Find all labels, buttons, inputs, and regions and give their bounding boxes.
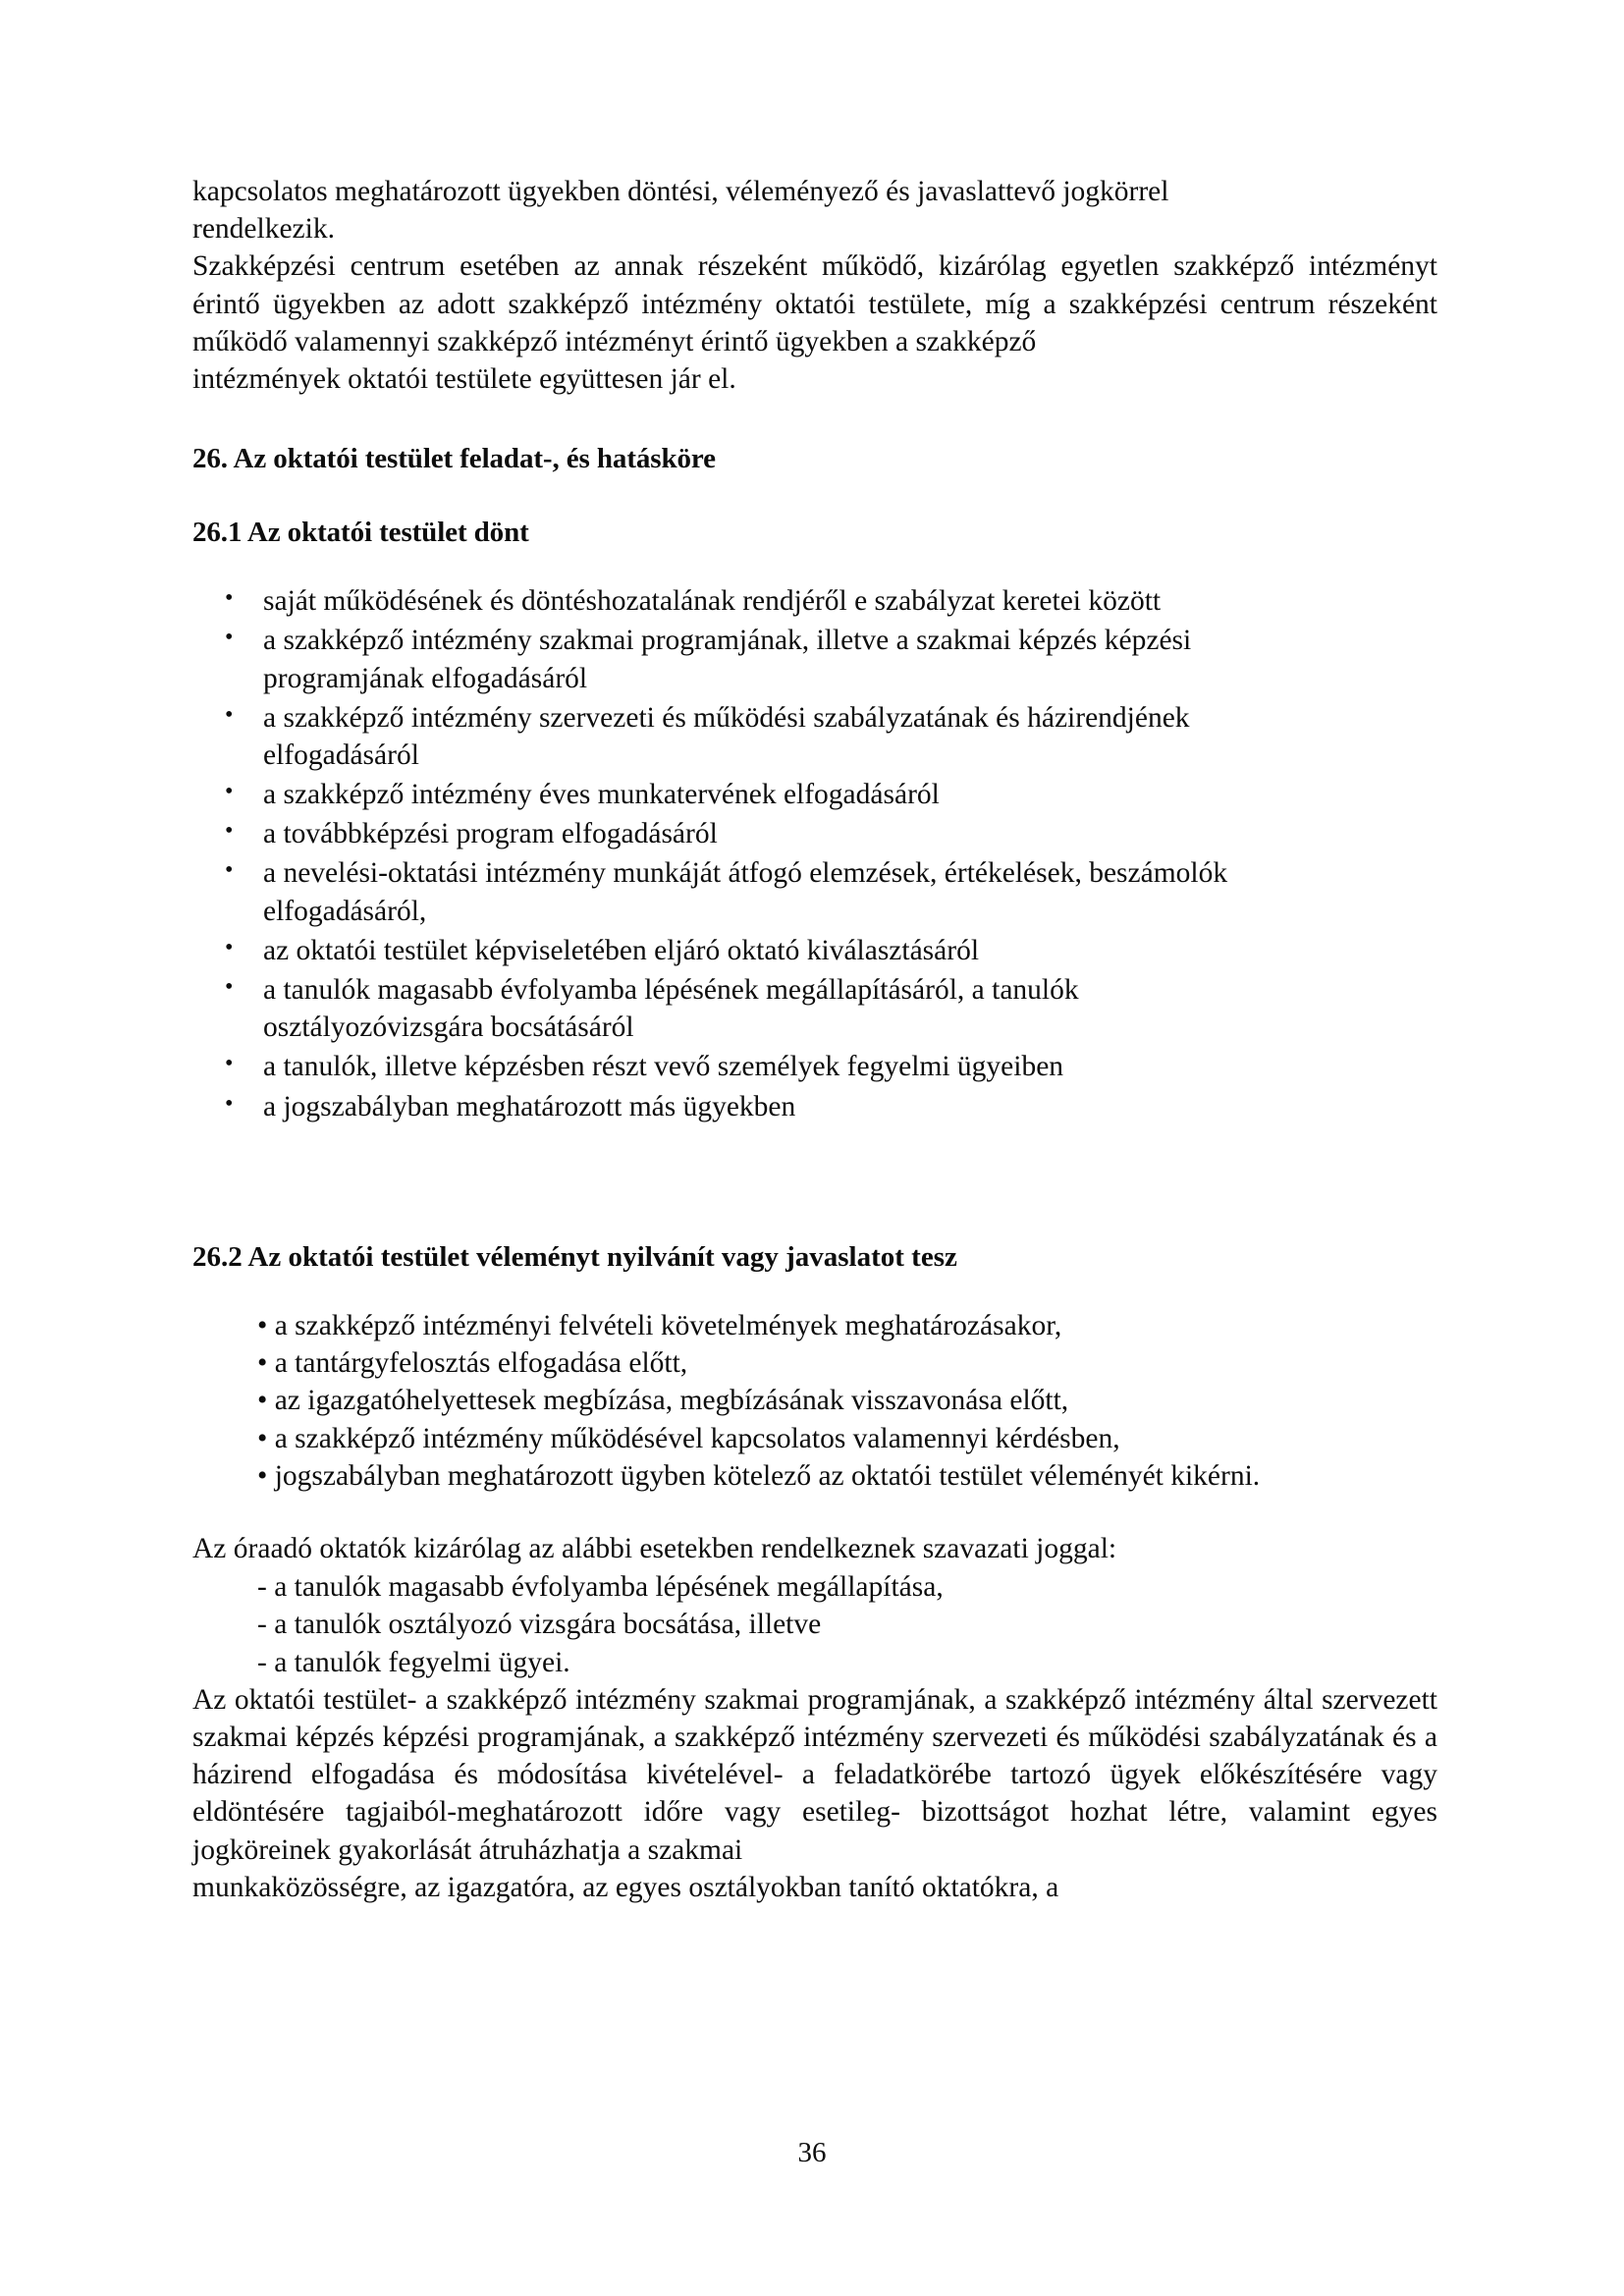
decision-list — [192, 582, 1437, 1125]
list-item — [192, 582, 1437, 620]
page-number: 36 — [797, 2137, 827, 2168]
list-item-text: a továbbképzési program elfogadásáról — [263, 818, 718, 850]
list-item-text: a jogszabályban meghatározott más ügyekben — [263, 1090, 796, 1122]
heading-section-26: 26. Az oktatói testület feladat-, és hatásköre — [192, 443, 716, 475]
intro-paragraph-2-lastline: intézmények oktatói testülete együttesen jár el. — [192, 362, 736, 395]
opinion-list-item: • jogszabályban meghatározott ügyben kötelező az oktatói testület véleményét kikérni. — [257, 1460, 1261, 1493]
list-item-continuation: elfogadásáról, — [263, 895, 427, 927]
closing-paragraph — [192, 1681, 1437, 1906]
list-item-text: az oktatói testület képviseletében eljáró oktató kiválasztásáról — [263, 934, 980, 966]
list-item — [192, 699, 1437, 774]
voting-rights-list — [192, 1568, 1437, 1681]
opinion-list-item: • a szakképző intézmény működésével kapcsolatos valamennyi kérdésben, — [257, 1422, 1120, 1454]
intro-paragraph-1-line-1: kapcsolatos meghatározott ügyekben döntési, véleményező és javaslattevő jogkörrel — [192, 176, 1169, 207]
closing-paragraph-lastline: munkaközösségre, az igazgatóra, az egyes osztályokban tanító oktatókra, a — [192, 1871, 1059, 1903]
list-item — [192, 854, 1437, 929]
closing-paragraph-body: Az oktatói testület- a szakképző intézmény szakmai programjának, a szakképző intézmény által szervezett szakmai képzés képzési programjának, a szakképző intézmény szervezeti és működési szabályzatának és a házirend elfogadása és módosítása kivételével- a feladatkörébe tartozó ügyek előkészítésére vagy eldöntésére tagjaiból-meghatározott időre vagy esetileg- bizottságot hozhat létre, valamint egyes jogköreinek gyakorlását átruházhatja a szakmai — [192, 1683, 1437, 1866]
list-item — [192, 971, 1437, 1046]
intro-paragraph-1 — [192, 173, 1437, 247]
opinion-list-item: • a szakképző intézményi felvételi követelmények meghatározásakor, — [257, 1309, 1062, 1341]
list-item-text: a tanulók magasabb évfolyamba lépésének megállapításáról, a tanulók — [263, 974, 1079, 1006]
voting-list-item: - a tanulók fegyelmi ügyei. — [257, 1646, 570, 1678]
opinion-list — [192, 1307, 1437, 1496]
heading-section-26-2: 26.2 Az oktatói testület véleményt nyilvánít vagy javaslatot tesz — [192, 1240, 957, 1273]
list-item-text: saját működésének és döntéshozatalának rendjéről e szabályzat keretei között — [263, 585, 1162, 618]
list-item — [192, 1088, 1437, 1125]
heading-section-26-1: 26.1 Az oktatói testület dönt — [192, 517, 529, 549]
list-item — [192, 1048, 1437, 1085]
list-item — [192, 776, 1437, 813]
list-item-continuation: osztályozóvizsgára bocsátásáról — [263, 1011, 634, 1044]
page-content — [192, 173, 1437, 1906]
list-item-text: a szakképző intézmény szakmai programjának, illetve a szakmai képzés képzési — [263, 625, 1192, 657]
voting-list-item: - a tanulók osztályozó vizsgára bocsátása, illetve — [257, 1609, 822, 1641]
list-item-continuation: elfogadásáról — [263, 738, 419, 771]
voting-list-item: - a tanulók magasabb évfolyamba lépésének megállapítása, — [257, 1570, 944, 1603]
voting-rights-intro: Az óraadó oktatók kizárólag az alábbi esetekben rendelkeznek szavazati joggal: — [192, 1533, 1117, 1565]
opinion-list-item: • az igazgatóhelyettesek megbízása, megbízásának visszavonása előtt, — [257, 1385, 1069, 1417]
section-spacer — [192, 1127, 1437, 1241]
list-item-text: a tanulók, illetve képzésben részt vevő személyek fegyelmi ügyeiben — [263, 1051, 1064, 1083]
intro-paragraph-2-body: Szakképzési centrum esetében az annak részeként működő, kizárólag egyetlen szakképző intézményt érintő ügyekben az adott szakképző intézmény oktatói testülete, míg a szakképzési centrum részeként működő valamennyi szakképző intézményt érintő ügyekben a szakképző — [192, 250, 1437, 357]
list-item — [192, 622, 1437, 696]
list-item-text: a szakképző intézmény éves munkatervének elfogadásáról — [263, 779, 940, 811]
opinion-list-item: • a tantárgyfelosztás elfogadása előtt, — [257, 1347, 688, 1380]
intro-paragraph-1-line-2: rendelkezik. — [192, 213, 335, 246]
list-item-continuation: programjának elfogadásáról — [263, 662, 588, 694]
list-item-text: a nevelési-oktatási intézmény munkáját átfogó elemzések, értékelések, beszámolók — [263, 857, 1228, 890]
list-item — [192, 932, 1437, 969]
list-item-text: a szakképző intézmény szervezeti és működési szabályzatának és házirendjének — [263, 701, 1190, 734]
list-item — [192, 815, 1437, 852]
intro-paragraph-2 — [192, 247, 1437, 398]
